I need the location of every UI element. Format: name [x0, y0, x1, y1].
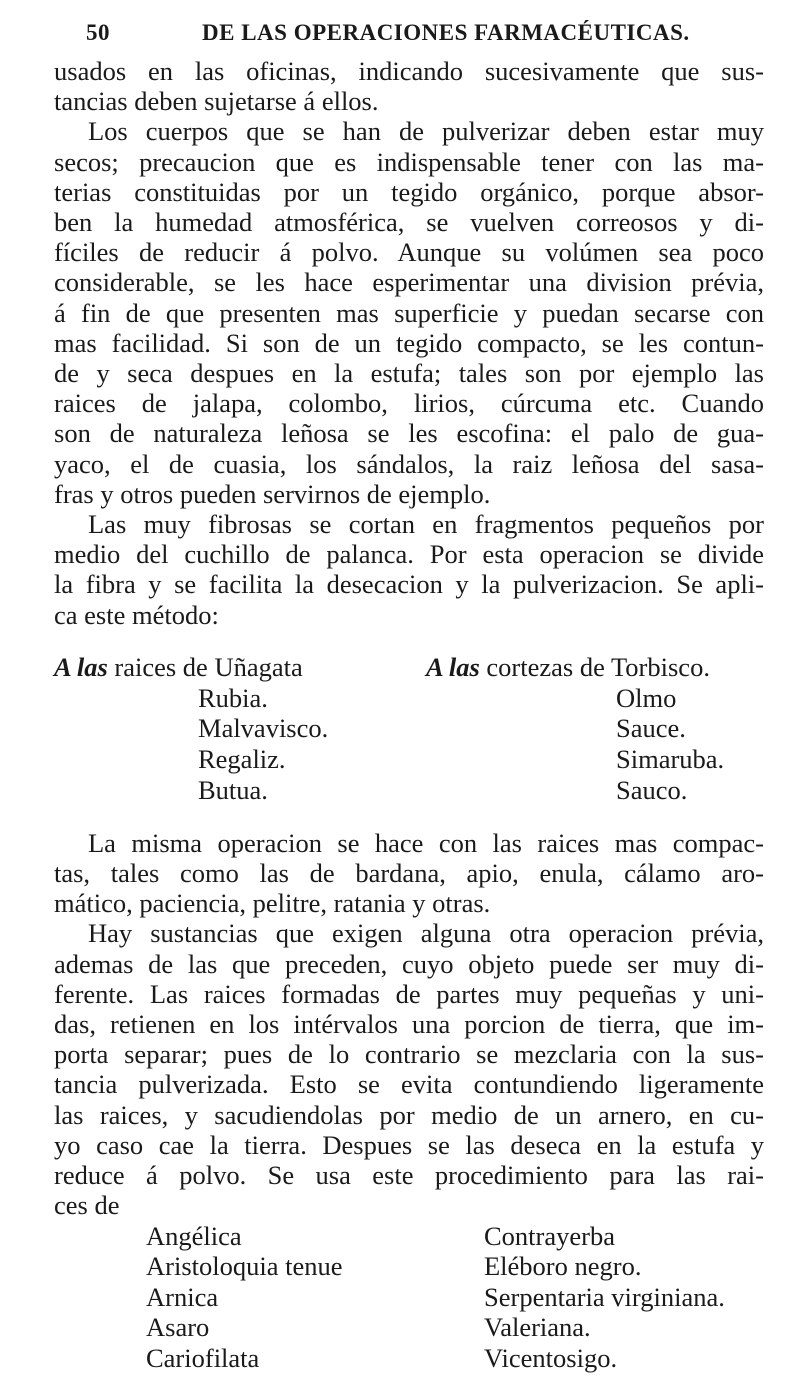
list-column-cortezas: [426, 652, 724, 806]
list-column-raices: [54, 652, 328, 806]
text-line: secos; precaucion que es indispensable tener con las ma-: [54, 146, 764, 177]
list-item: Cariofilata: [146, 1342, 260, 1373]
running-header: [54, 20, 764, 56]
list-item: Sauce.: [616, 713, 686, 744]
list-intro: [54, 652, 328, 683]
paragraph-fibrosas: [54, 509, 764, 630]
list-item: Regaliz.: [198, 744, 286, 775]
paragraph-sustancias: [54, 918, 764, 1220]
text-line: tas, tales como las de bardana, apio, enula, cálamo aro-: [54, 858, 764, 889]
text-line: Los cuerpos que se han de pulverizar deben estar muy: [88, 116, 764, 147]
text-line: porta separar; pues de lo contrario se mezclaria con la sus-: [54, 1039, 764, 1070]
paragraph-continued: [54, 56, 764, 116]
intro-italic: A las: [426, 651, 480, 682]
paragraph-compactas: [54, 828, 764, 919]
text-line: Las muy fibrosas se cortan en fragmentos pequeños por: [88, 509, 764, 540]
text-line: mas facilidad. Si son de un tegido compacto, se les contun-: [54, 327, 764, 358]
list-item: Angélica: [146, 1220, 242, 1251]
text-line: Hay sustancias que exigen alguna otra operacion prévia,: [88, 918, 764, 949]
text-line: mático, paciencia, pelitre, ratania y otras.: [54, 888, 491, 919]
list-item: Sauco.: [616, 775, 688, 806]
body-text-2: [54, 828, 764, 1221]
text-line: son de naturaleza leñosa se les escofina: el palo de gua-: [54, 418, 764, 449]
running-title: DE LAS OPERACIONES FARMACÉUTICAS.: [202, 20, 690, 45]
text-line: ces de: [54, 1190, 120, 1221]
text-line: la fibra y se facilita la desecacion y la pulverizacion. Se apli-: [54, 569, 764, 600]
list-item: Vicentosigo.: [484, 1342, 618, 1373]
list-item: Serpentaria virginiana.: [484, 1281, 725, 1312]
list-item: Arnica: [146, 1281, 219, 1312]
intro-italic: A las: [54, 651, 108, 682]
text-line: raices de jalapa, colombo, lirios, cúrcuma etc. Cuando: [54, 388, 764, 419]
text-line: de y seca despues en la estufa; tales son por ejemplo las: [54, 358, 764, 389]
text-line: las raices, y sacudiendolas por medio de un arnero, en cu-: [54, 1099, 764, 1130]
list-item: Eléboro negro.: [484, 1251, 642, 1282]
list-item: Butua.: [198, 775, 268, 806]
text-line: La misma operacion se hace con las raices mas compac-: [88, 827, 764, 858]
text-line: tancias deben sujetarse á ellos.: [54, 86, 379, 117]
text-line: ademas de las que preceden, cuyo objeto puede ser muy di-: [54, 948, 764, 979]
list-item: Asaro: [146, 1312, 210, 1343]
list-item: Aristoloquia tenue: [146, 1251, 343, 1282]
list-column-right: [484, 1221, 725, 1374]
text-line: medio del cuchillo de palanca. Por esta operacion se divide: [54, 539, 764, 570]
list-item: Malvavisco.: [198, 713, 329, 744]
text-line: terias constituidas por un tegido orgánico, porque absor-: [54, 176, 764, 207]
body-text: [54, 56, 764, 630]
text-line: reduce á polvo. Se usa este procedimiento para las rai-: [54, 1160, 764, 1191]
list-item: Valeriana.: [484, 1312, 591, 1343]
paragraph-pulverizar: [54, 116, 764, 509]
text-line: tancia pulverizada. Esto se evita contundiendo ligeramente: [54, 1069, 764, 1100]
text-line: usados en las oficinas, indicando sucesivamente que sus-: [54, 56, 764, 86]
list-item: Contrayerba: [484, 1220, 615, 1251]
list-raices-cortezas: [54, 652, 764, 806]
intro-rest: raices de Uñagata: [107, 651, 303, 682]
page-number: 50: [86, 20, 110, 45]
text-line: fíciles de reducir á polvo. Aunque su volúmen sea poco: [54, 237, 764, 268]
text-line: yo caso cae la tierra. Despues se las deseca en la estufa y: [54, 1129, 764, 1160]
list-item: Olmo: [616, 682, 677, 713]
text-line: das, retienen en los intérvalos una porcion de tierra, que im-: [54, 1009, 764, 1040]
list-raices-tierra: [54, 1221, 764, 1381]
list-item: Rubia.: [198, 682, 268, 713]
text-line: ben la humedad atmosférica, se vuelven correosos y di-: [54, 207, 764, 238]
text-line: á fin de que presenten mas superficie y puedan secarse con: [54, 297, 764, 328]
text-line: yaco, el de cuasia, los sándalos, la raiz leñosa del sasa-: [54, 448, 764, 479]
list-column-left: [146, 1221, 343, 1374]
text-line: considerable, se les hace esperimentar una division prévia,: [54, 267, 764, 298]
text-line: fras y otros pueden servirnos de ejemplo.: [54, 478, 491, 509]
text-line: ferente. Las raices formadas de partes muy pequeñas y uni-: [54, 978, 764, 1009]
list-intro: [426, 652, 724, 683]
text-line: ca este método:: [54, 599, 219, 630]
list-item: Simaruba.: [616, 744, 725, 775]
intro-rest: cortezas de Torbisco.: [479, 651, 710, 682]
